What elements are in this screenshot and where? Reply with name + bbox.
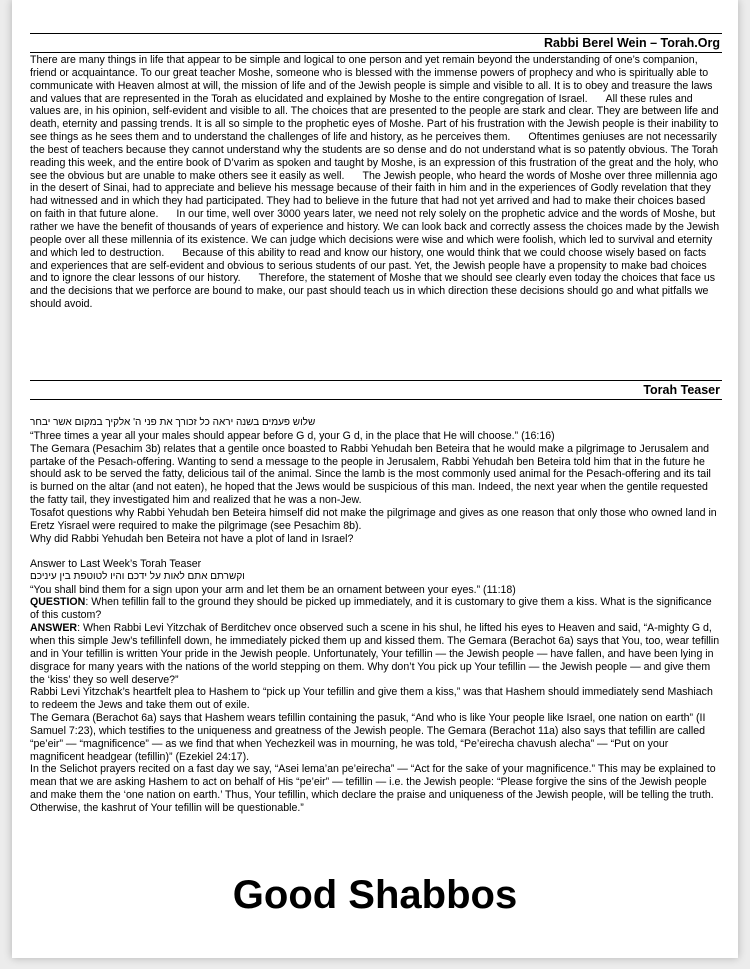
teaser-hebrew-verse: שלוש פעמים בשנה יראה כל זכורך את פני ה' אלקיך במקום אשר יבחר [30,417,316,428]
good-shabbos-footer: Good Shabbos [232,873,518,917]
answer-verse-translation: “You shall bind them for a sign upon your arm and let them be an ornament between your eyes.” (11:18) [30,583,516,596]
question-label: QUESTION [30,596,86,609]
author-header: Rabbi Berel Wein – Torah.Org [30,33,722,53]
teaser-verse-translation: “Three times a year all your males should appear before G d, your G d, in the place that He will choose.” (16:16) [30,429,555,442]
torah-teaser-header: Torah Teaser [30,380,722,400]
answer-title: Answer to Last Week’s Torah Teaser [30,557,202,570]
teaser-tosafot: Tosafot questions why Rabbi Yehudah ben Beteira himself did not make the pilgrimage and gives as one reason that only those who owned land in Eretz Yisrael were required to make the pilgrimage (see Pesachim 8b). [30,506,717,532]
article-paragraph: Because of this ability to read and know our history, one would think that we could choose wisely based on facts and experiences that are self-evident and obvious to serious students of our past. Yet, the Jewish people have a propensity to make bad choices and to ignore the clear lessons of our history. [30,246,707,285]
answer-question [30,596,720,622]
teaser-body: The Gemara (Pesachim 3b) relates that a gentile once boasted to Rabbi Yehudah ben Beteira that he would make a pilgrimage to Jerusalem and partake of the Pesach-offering. Wanting to send a message to the people in Jerusalem, Rabbi Yehudah ben Beteira told him that in the future he should ask to be served the fatty, delicious tail of the animal. Since the lamb is the most commonly used animal for the Pesach-offering and its tail is burned on the altar (and not eaten), he hoped that the Jews would be suspicious of this man. Indeed, the next year when the gentile requested the fatty tail, they investigated him and realized that he was a non-Jew. [30,442,711,507]
question-text: : When tefillin fall to the ground they should be picked up immediately, and it is customary to give them a kiss. What is the significance of this custom? [30,596,712,622]
teaser-section [30,417,720,815]
article-paragraph: All these rules and values are, in his opinion, self-evident and visible to all. The choices that are presented to the people are stark and clear. They are between life and death, eternity and passing trends. It is all so simple to the prophetic eyes of Moshe. Part of his frustration with the Jewish people is their inability to see things as he sees them and to understand the challenges of life and history, as he perceives them. [30,92,719,144]
answer-answer [30,622,720,686]
answer-hebrew-verse: וקשרתם אתם לאות על ידכם והיו לטוטפת בין עיניכם [30,570,245,582]
article-paragraph: Therefore, the statement of Moshe that we should see clearly even today the choices that face us and the decisions that we perforce are bound to make, our past should teach us in which direction these decisions should go and what pitfalls we should avoid. [30,272,716,311]
answer-text: : When Rabbi Levi Yitzchak of Berditchev once observed such a scene in his shul, he lifted his eyes to Heaven and said, “A-mighty G d, when this simple Jew’s tefillinfell down, he immediately picked them up and kissed them. The Gemara (Berachot 6a) says that You, too, wear tefillin and in Your tefillin is written Your pride in the Jewish people. Unfortunately, Your tefillin — the Jewish people — have fallen, and have been lying in disgrace for many years with the nations of the world stepping on them. Why don’t You pick up Your tefillin — the Jewish people — and give them the ‘kiss’ they so well deserve?” [30,622,720,686]
article-body [30,54,720,311]
newsletter-page [12,0,738,958]
article-paragraph: There are many things in life that appear to be simple and logical to one person and yet remain beyond the understanding of one’s companion, friend or acquaintance. To our great teacher Moshe, someone who is blessed with the immense powers of prophecy and who is spiritually able to communicate with Heaven almost at will, the mission of life and of the Jewish people is simple and visible to all. It is to obey and treasure the laws and values that are represented in the Torah as elucidated and explained by Moshe to the entire congregation of Israel. [30,54,713,105]
article-paragraph: Oftentimes geniuses are not necessarily the best of teachers because they cannot understand why the students are so dense and do not understand what is so patently obvious. The Torah reading this week, and the entire book of D’varim as spoken and taught by Moshe, is an expression of this frustration of the great and the holy, who see the obvious but are unable to make others see it easily as well. [30,131,719,182]
article-paragraph: The Jewish people, who heard the words of Moshe over three millennia ago in the desert of Sinai, had to appreciate and believe his message because of their faith in him and in the experiences of Godly revelation that they had witnessed and in which they had participated. They had to believe in the future that had not yet arrived and had to make their choices based on faith in that future alone. [30,169,718,221]
teaser-question: Why did Rabbi Yehudah ben Beteira not have a plot of land in Israel? [30,532,354,545]
answer-label: ANSWER [30,622,78,635]
answer-paragraph-3: The Gemara (Berachot 6a) says that Hashem wears tefillin containing the pasuk, “And who is like Your people like Israel, one nation on earth” (II Samuel 7:23), which testifies to the uniqueness and greatness of the Jewish people. The Gemara (Berachot 11a) also says that tefillin are called “pe’eir” — “magnificence” — as we find that when Yechezkeil was in mourning, he was told, “Pe’eirecha chavush alecha” — “Put on your magnificent headgear (tefillin)” (Ezekiel 24:17). [30,712,706,763]
answer-paragraph-4: In the Selichot prayers recited on a fast day we say, “Asei lema’an pe’eirecha” — “Act for the sake of your magnificence.” This may be explained to mean that we are asking Hashem to act on behalf of His “pe’eir” — tefillin — i.e. the Jewish people: “Please forgive the sins of the Jewish people and make them the ‘one nation on earth.’ Thus, Your tefillin, which declare the praise and uniqueness of the Jewish people, will be telling the truth. Otherwise, the kashrut of Your tefillin will be questionable.” [30,763,716,814]
answer-paragraph-2: Rabbi Levi Yitzchak’s heartfelt plea to Hashem to “pick up Your tefillin and give them a kiss,” was that Hashem should immediately send Mashiach to redeem the Jews and take them out of exile. [30,686,713,712]
article-paragraph: In our time, well over 3000 years later, we need not rely solely on the prophetic advice and the words of Moshe, but rather we have the benefit of thousands of years of experience and history. We can look back and correctly assess the choices made by the Jewish people over all these millennia of its existence. We can judge which decisions were wise and which were foolish, which led to survival and eternity and which led to destruction. [30,208,720,259]
